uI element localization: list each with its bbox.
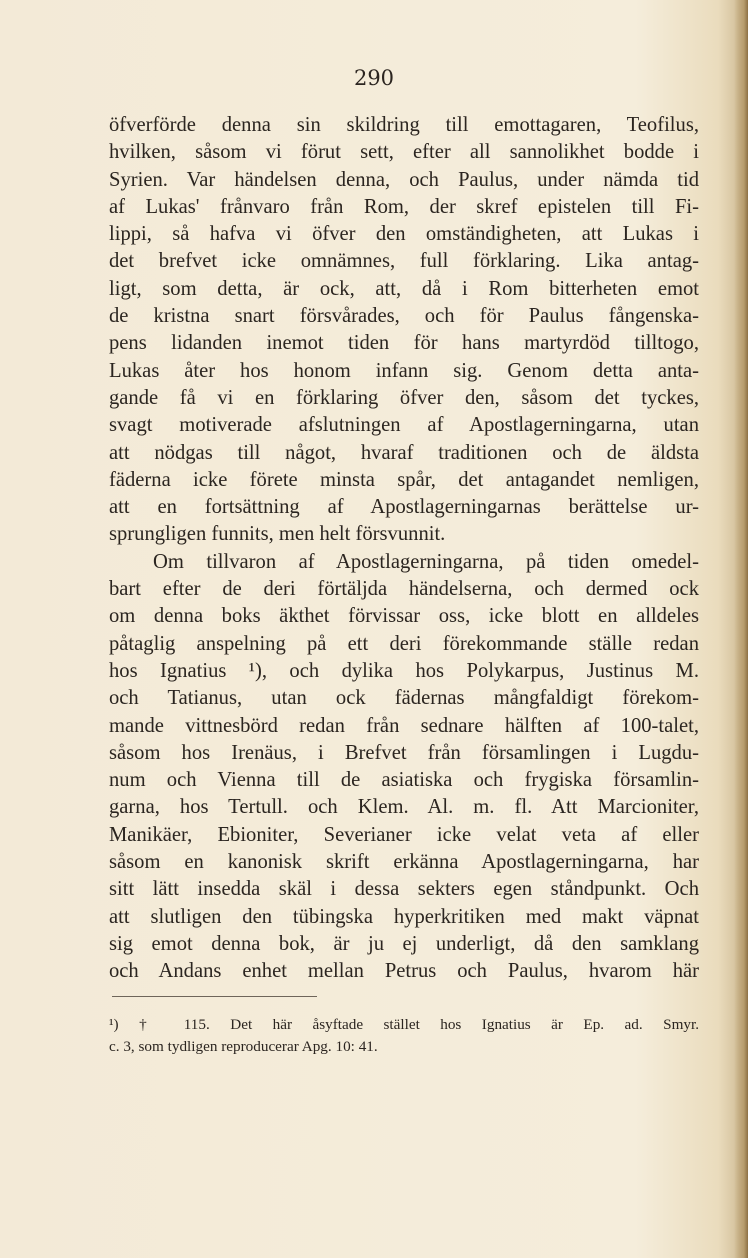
text-line: ligt, som detta, är ock, att, då i Rom bitterheten emot [109, 277, 699, 300]
text-line: om denna boks äkthet förvissar oss, icke blott en alldeles [109, 605, 699, 628]
text-line: num och Vienna till de asiatiska och frygiska församlin- [109, 769, 699, 792]
text-line: svagt motiverade afslutningen af Apostlagerningarna, utan [109, 414, 699, 437]
text-line: att slutligen den tübingska hyperkritiken med makt väpnat [109, 905, 699, 928]
footnote-divider [112, 996, 317, 997]
text-line: Syrien. Var händelsen denna, och Paulus, under nämda tid [109, 168, 699, 191]
text-line: bart efter de deri förtäljda händelserna, och dermed ock [109, 578, 699, 601]
text-line: att en fortsättning af Apostlagerningarnas berättelse ur- [109, 496, 699, 519]
text-line: sitt lätt insedda skäl i dessa sekters egen ståndpunkt. Och [109, 878, 699, 901]
footnote-line: ¹) † 115. Det här åsyftade stället hos Ignatius är Ep. ad. Smyr. [109, 1016, 699, 1033]
text-line: att nödgas till något, hvaraf traditionen och de äldsta [109, 441, 699, 464]
text-line: Om tillvaron af Apostlagerningarna, på tiden omedel- [153, 550, 699, 573]
text-line: hos Ignatius ¹), och dylika hos Polykarpus, Justinus M. [109, 659, 699, 682]
text-line: och Tatianus, utan ock fädernas mångfaldigt förekom- [109, 687, 699, 710]
text-line: de kristna snart försvårades, och för Paulus fångenska- [109, 305, 699, 328]
text-line: öfverförde denna sin skildring till emottagaren, Teofilus, [109, 114, 699, 136]
text-line: fäderna icke förete minsta spår, det antagandet nemligen, [109, 468, 699, 491]
text-line: och Andans enhet mellan Petrus och Paulus, hvarom här [109, 960, 699, 983]
text-line: såsom en kanonisk skrift erkänna Apostlagerningarna, har [109, 851, 699, 874]
text-line: sprungligen funnits, men helt försvunnit. [109, 523, 446, 546]
text-line: Manikäer, Ebioniter, Severianer icke velat veta af eller [109, 823, 699, 846]
text-line: sig emot denna bok, är ju ej underligt, då den samklang [109, 932, 699, 955]
page-number: 290 [353, 66, 395, 90]
text-line: garna, hos Tertull. och Klem. Al. m. fl. Att Marcioniter, [109, 796, 699, 819]
text-line: gande få vi en förklaring öfver den, såsom det tyckes, [109, 386, 699, 409]
footnote-line: c. 3, som tydligen reproducerar Apg. 10: 41. [109, 1038, 378, 1055]
text-line: Lukas åter hos honom infann sig. Genom detta anta- [109, 359, 699, 382]
text-line: lippi, så hafva vi öfver den omständigheten, att Lukas i [109, 223, 699, 246]
text-line: mande vittnesbörd redan från sednare hälften af 100-talet, [109, 714, 699, 737]
text-line: såsom hos Irenäus, i Brefvet från församlingen i Lugdu- [109, 741, 699, 764]
text-line: hvilken, såsom vi förut sett, efter all sannolikhet bodde i [109, 141, 699, 164]
text-line: af Lukas' frånvaro från Rom, der skref epistelen till Fi- [109, 195, 699, 218]
text-line: påtaglig anspelning på ett deri förekommande ställe redan [109, 632, 699, 655]
text-line: pens lidanden inemot tiden för hans martyrdöd tilltogo, [109, 332, 699, 355]
main-text [109, 112, 699, 986]
footnotes [109, 1014, 699, 1058]
page-edge [734, 0, 748, 1258]
text-line: det brefvet icke omnämnes, full förklaring. Lika antag- [109, 250, 699, 273]
